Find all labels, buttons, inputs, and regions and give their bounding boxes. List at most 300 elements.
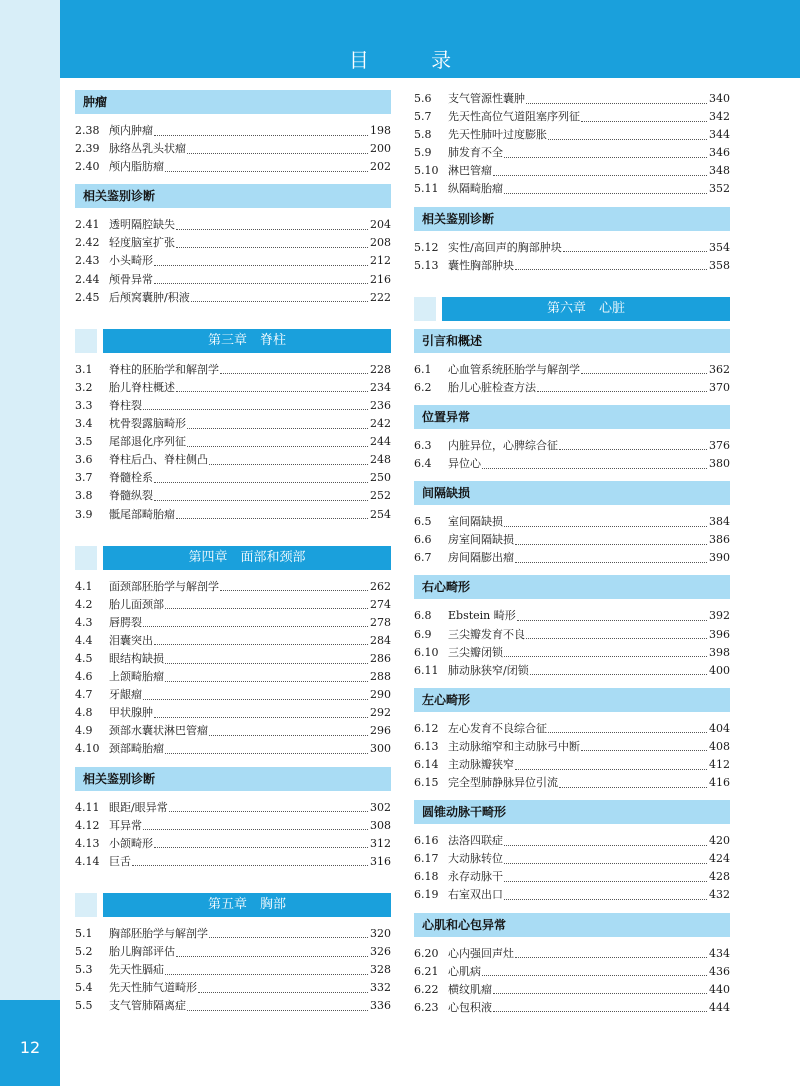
entry-title: 先天性肺叶过度膨胀 [448,128,547,142]
entry-page: 234 [370,380,391,394]
section-heading: 相关鉴别诊断 [75,767,391,791]
entry-number: 3.5 [75,435,93,449]
toc-entry[interactable] [414,626,730,644]
entry-number: 6.16 [414,834,439,848]
entry-number: 6.7 [414,551,432,565]
entry-page: 254 [370,507,391,521]
entry-page: 404 [709,721,730,735]
entry-number: 4.9 [75,724,93,738]
toc-entry[interactable] [75,853,391,871]
toc-entry[interactable] [75,686,391,704]
leader-dots [176,946,368,957]
toc-entry[interactable] [75,289,391,307]
leader-dots [504,147,707,158]
leader-dots [504,853,707,864]
toc-entry[interactable] [75,650,391,668]
leader-dots [515,552,707,563]
entry-page: 386 [709,533,730,547]
entry-title: 胎儿胸部评估 [109,945,175,958]
entry-title: 房间隔膨出瘤 [448,551,514,565]
entry-title: 纵隔畸胎瘤 [448,182,503,196]
leader-dots [493,1001,707,1012]
section-heading: 圆锥动脉干畸形 [414,800,730,824]
section-heading: 左心畸形 [414,688,730,712]
spacer [75,871,391,893]
toc-entry[interactable] [75,943,391,961]
entry-title: 巨舌 [109,854,131,868]
leader-dots [165,671,368,682]
entry-number: 6.17 [414,852,439,866]
entry-number: 5.5 [75,999,93,1013]
entry-title: 脉络丛乳头状瘤 [109,142,186,156]
entry-number: 5.8 [414,128,432,142]
entry-page: 400 [709,663,730,677]
toc-entry[interactable] [75,271,391,289]
entry-title: 面颈部胚胎学与解剖学 [109,579,219,593]
entry-number: 4.11 [75,800,100,814]
leader-dots [504,871,707,882]
entry-page: 200 [370,142,391,156]
toc-entry[interactable] [414,756,730,774]
spacer [414,275,730,297]
entry-title: 心内强回声灶 [448,946,514,960]
entry-number: 2.39 [75,142,100,156]
leader-dots [176,237,368,248]
entry-title: 大动脉转位 [448,852,503,866]
toc-entry[interactable] [75,506,391,524]
section-heading: 引言和概述 [414,329,730,353]
entry-page: 424 [709,852,730,866]
toc-entry[interactable] [414,379,730,397]
entry-title: 眼结构缺损 [109,651,164,665]
entry-page: 228 [370,362,391,376]
entry-title: 支气管源性囊肿 [448,92,525,105]
entry-page: 380 [709,457,730,471]
leader-dots [515,759,707,770]
entry-number: 2.40 [75,160,100,174]
entry-number: 6.23 [414,1000,439,1014]
leader-dots [187,418,368,429]
spacer [414,397,730,405]
entry-title: 耳异常 [109,818,142,832]
toc-entry[interactable] [414,963,730,981]
leader-dots [504,835,707,846]
chapter-heading: 第四章 面部和颈部 [103,546,391,570]
entry-title: 心血管系统胚胎学与解剖学 [448,362,580,376]
toc-entry[interactable] [75,997,391,1015]
entry-title: 尾部退化序列征 [109,435,186,449]
entry-number: 4.7 [75,688,93,702]
entry-title: 上颌畸胎瘤 [109,670,164,684]
entry-number: 5.3 [75,963,93,977]
entry-number: 6.21 [414,964,439,978]
leader-dots [563,241,707,252]
leader-dots [165,964,368,975]
spacer [414,792,730,800]
entry-number: 5.2 [75,945,93,958]
entry-page: 416 [709,776,730,790]
spacer [414,199,730,207]
section-heading: 位置异常 [414,405,730,429]
entry-page: 396 [709,627,730,641]
spacer [75,307,391,329]
entry-page: 328 [370,963,391,977]
entry-number: 4.13 [75,836,100,850]
leader-dots [517,610,707,621]
entry-page: 362 [709,362,730,376]
entry-page: 336 [370,999,391,1013]
entry-title: 骶尾部畸胎瘤 [109,507,175,521]
entry-number: 4.4 [75,633,93,647]
leader-dots [143,616,368,627]
entry-number: 6.19 [414,888,439,902]
chapter-heading: 第三章 脊柱 [103,329,391,353]
entry-title: 内脏异位，心脾综合征 [448,438,558,452]
toc-entry[interactable] [414,981,730,999]
page-number: 12 [0,1000,60,1086]
toc-entry[interactable] [75,216,391,234]
entry-title: 左心发育不良综合征 [448,721,547,735]
toc-right-column [414,90,730,1017]
toc-entry[interactable] [414,868,730,886]
toc-entry[interactable] [75,361,391,379]
entry-title: Ebstein 畸形 [448,609,516,623]
leader-dots [198,982,368,993]
entry-title: 泪囊突出 [109,633,153,647]
leader-dots [154,837,368,848]
entry-page: 204 [370,218,391,232]
leader-dots [220,580,368,591]
entry-page: 348 [709,164,730,178]
toc-entry[interactable] [75,817,391,835]
entry-number: 2.41 [75,218,100,232]
entry-number: 5.7 [414,110,432,124]
entry-page: 242 [370,417,391,431]
leader-dots [176,508,368,519]
left-margin-band [0,0,60,1086]
entry-number: 4.12 [75,818,100,832]
toc-entry[interactable] [75,740,391,758]
entry-page: 390 [709,551,730,565]
entry-title: 右室双出口 [448,888,503,902]
entry-page: 316 [370,854,391,868]
toc-entry[interactable] [75,122,391,140]
leader-dots [187,436,368,447]
entry-title: 法洛四联症 [448,834,503,848]
entry-page: 284 [370,633,391,647]
entry-number: 5.10 [414,164,439,178]
entry-page: 408 [709,739,730,753]
entry-number: 3.3 [75,398,93,412]
entry-title: 颅内脂肪瘤 [109,160,164,174]
toc-entry[interactable] [75,451,391,469]
toc-entry[interactable] [414,162,730,180]
leader-dots [165,161,368,172]
entry-page: 202 [370,160,391,174]
entry-title: 眼距/眼异常 [109,800,168,814]
leader-dots [154,472,368,483]
toc-entry[interactable] [414,644,730,662]
entry-page: 392 [709,609,730,623]
leader-dots [515,534,707,545]
entry-title: 小头畸形 [109,254,153,268]
leader-dots [482,965,707,976]
entry-number: 6.1 [414,362,432,376]
toc-entry[interactable] [75,158,391,176]
entry-page: 274 [370,597,391,611]
toc-entry[interactable] [75,433,391,451]
leader-dots [581,740,707,751]
entry-number: 6.4 [414,457,432,471]
leader-dots [176,219,368,230]
entry-page: 208 [370,236,391,250]
entry-title: 脊髓纵裂 [109,489,153,503]
entry-number: 6.22 [414,982,439,996]
entry-title: 先天性高位气道阻塞序列征 [448,110,580,124]
entry-number: 5.13 [414,258,439,272]
section-heading: 间隔缺损 [414,481,730,505]
toc-entry[interactable] [414,361,730,379]
leader-dots [209,725,368,736]
toc-entry[interactable] [414,549,730,567]
leader-dots [187,143,368,154]
entry-title: 淋巴管瘤 [448,164,492,178]
entry-page: 342 [709,110,730,124]
toc-entry[interactable] [75,140,391,158]
entry-number: 5.6 [414,92,432,105]
leader-dots [504,646,707,657]
leader-dots [154,273,368,284]
toc-entry[interactable] [414,607,730,625]
entry-number: 4.10 [75,742,100,756]
entry-page: 352 [709,182,730,196]
entry-number: 2.42 [75,236,100,250]
entry-number: 5.1 [75,926,93,940]
entry-title: 颈部水囊状淋巴管瘤 [109,724,208,738]
leader-dots [559,777,707,788]
entry-number: 3.8 [75,489,93,503]
entry-title: 胎儿面颈部 [109,597,164,611]
entry-page: 398 [709,645,730,659]
toc-entry[interactable] [414,720,730,738]
entry-page: 216 [370,272,391,286]
entry-title: 脊柱裂 [109,398,142,412]
section-heading: 肿瘤 [75,90,391,114]
leader-dots [165,743,368,754]
leader-dots [154,125,368,136]
entry-title: 囊性胸部肿块 [448,258,514,272]
entry-title: 先天性膈疝 [109,963,164,977]
entry-page: 252 [370,489,391,503]
toc-entry[interactable] [414,257,730,275]
leader-dots [493,165,707,176]
toc-entry[interactable] [414,513,730,531]
leader-dots [154,490,368,501]
entry-title: 脊柱后凸、脊柱侧凸 [109,453,208,467]
entry-number: 6.13 [414,739,439,753]
leader-dots [143,689,368,700]
entry-number: 3.4 [75,417,93,431]
spacer [75,759,391,767]
leader-dots [191,291,368,302]
entry-page: 344 [709,128,730,142]
entry-page: 212 [370,254,391,268]
leader-dots [493,983,707,994]
leader-dots [504,183,707,194]
toc-entry[interactable] [414,850,730,868]
chapter-heading: 第六章 心脏 [442,297,730,321]
leader-dots [220,363,368,374]
toc-entry[interactable] [75,799,391,817]
toc-entry[interactable] [414,662,730,680]
entry-page: 302 [370,800,391,814]
toc-entry[interactable] [75,614,391,632]
toc-entry[interactable] [75,379,391,397]
entry-page: 420 [709,834,730,848]
toc-entry[interactable] [75,397,391,415]
toc-entry[interactable] [75,252,391,270]
toc-entry[interactable] [75,925,391,943]
toc-entry[interactable] [414,531,730,549]
toc-entry[interactable] [414,455,730,473]
entry-page: 286 [370,651,391,665]
entry-page: 222 [370,290,391,304]
leader-dots [559,439,707,450]
leader-dots [209,927,368,938]
toc-entry[interactable] [414,239,730,257]
toc-entry[interactable] [414,90,730,108]
entry-title: 主动脉瓣狭窄 [448,757,514,771]
leader-dots [165,653,368,664]
entry-title: 透明隔腔缺失 [109,218,175,232]
entry-number: 6.8 [414,609,432,623]
toc-entry[interactable] [414,437,730,455]
entry-number: 5.12 [414,240,439,254]
toc-entry[interactable] [75,961,391,979]
toc-entry[interactable] [75,704,391,722]
entry-title: 横纹肌瘤 [448,982,492,996]
entry-number: 5.9 [414,146,432,160]
toc-entry[interactable] [414,886,730,904]
leader-dots [482,458,707,469]
leader-dots [143,819,368,830]
leader-dots [526,93,707,104]
leader-dots [165,598,368,609]
entry-page: 320 [370,926,391,940]
entry-title: 颅内肿瘤 [109,124,153,137]
entry-title: 异位心 [448,457,481,471]
toc-entry[interactable] [414,180,730,198]
toc-entry[interactable] [414,999,730,1017]
entry-number: 2.43 [75,254,100,268]
toc-entry[interactable] [75,668,391,686]
entry-title: 小颌畸形 [109,836,153,850]
spacer [414,680,730,688]
entry-title: 脊髓栓系 [109,471,153,485]
entry-number: 4.14 [75,854,100,868]
toc-entry[interactable] [75,979,391,997]
leader-dots [504,516,707,527]
entry-number: 6.15 [414,776,439,790]
entry-title: 肺发育不全 [448,146,503,160]
entry-page: 312 [370,836,391,850]
leader-dots [515,259,707,270]
toc-entry[interactable] [414,738,730,756]
entry-title: 甲状腺肿 [109,706,153,720]
toc-entry[interactable] [75,469,391,487]
entry-page: 292 [370,706,391,720]
toc-entry[interactable] [75,487,391,505]
entry-number: 6.18 [414,870,439,884]
entry-number: 6.5 [414,515,432,529]
entry-title: 轻度脑室扩张 [109,236,175,250]
toc-entry[interactable] [75,722,391,740]
toc-entry[interactable] [75,596,391,614]
leader-dots [154,707,368,718]
toc-entry[interactable] [414,144,730,162]
leader-dots [169,801,368,812]
entry-number: 3.6 [75,453,93,467]
leader-dots [548,129,707,140]
entry-title: 主动脉缩窄和主动脉弓中断 [448,739,580,753]
leader-dots [504,889,707,900]
spacer [414,905,730,913]
entry-number: 5.4 [75,981,93,995]
leader-dots [154,634,368,645]
toc-entry[interactable] [75,234,391,252]
leader-dots [154,255,368,266]
entry-page: 358 [709,258,730,272]
entry-page: 296 [370,724,391,738]
entry-title: 胎儿心脏检查方法 [448,380,536,394]
entry-page: 262 [370,579,391,593]
entry-number: 2.45 [75,290,100,304]
entry-page: 436 [709,964,730,978]
entry-title: 三尖瓣闭锁 [448,645,503,659]
entry-title: 心肌病 [448,964,481,978]
entry-page: 376 [709,438,730,452]
leader-dots [187,1000,368,1011]
entry-number: 4.1 [75,579,93,593]
entry-title: 三尖瓣发育不良 [448,627,525,641]
entry-title: 脊柱的胚胎学和解剖学 [109,362,219,376]
chapter-heading: 第五章 胸部 [103,893,391,917]
toc-entry[interactable] [75,632,391,650]
entry-page: 440 [709,982,730,996]
spacer [75,176,391,184]
entry-title: 胸部胚胎学与解剖学 [109,926,208,940]
entry-title: 永存动脉干 [448,870,503,884]
toc-entry[interactable] [414,774,730,792]
entry-title: 先天性肺气道畸形 [109,981,197,995]
toc-entry[interactable] [414,126,730,144]
toc-entry[interactable] [75,835,391,853]
toc-entry[interactable] [414,945,730,963]
entry-title: 牙龈瘤 [109,688,142,702]
toc-entry[interactable] [75,578,391,596]
toc-entry[interactable] [414,108,730,126]
entry-number: 4.6 [75,670,93,684]
entry-page: 288 [370,670,391,684]
entry-page: 332 [370,981,391,995]
entry-page: 370 [709,380,730,394]
leader-dots [530,664,707,675]
entry-page: 384 [709,515,730,529]
toc-entry[interactable] [75,415,391,433]
leader-dots [209,454,368,465]
toc-entry[interactable] [414,832,730,850]
leader-dots [537,381,707,392]
